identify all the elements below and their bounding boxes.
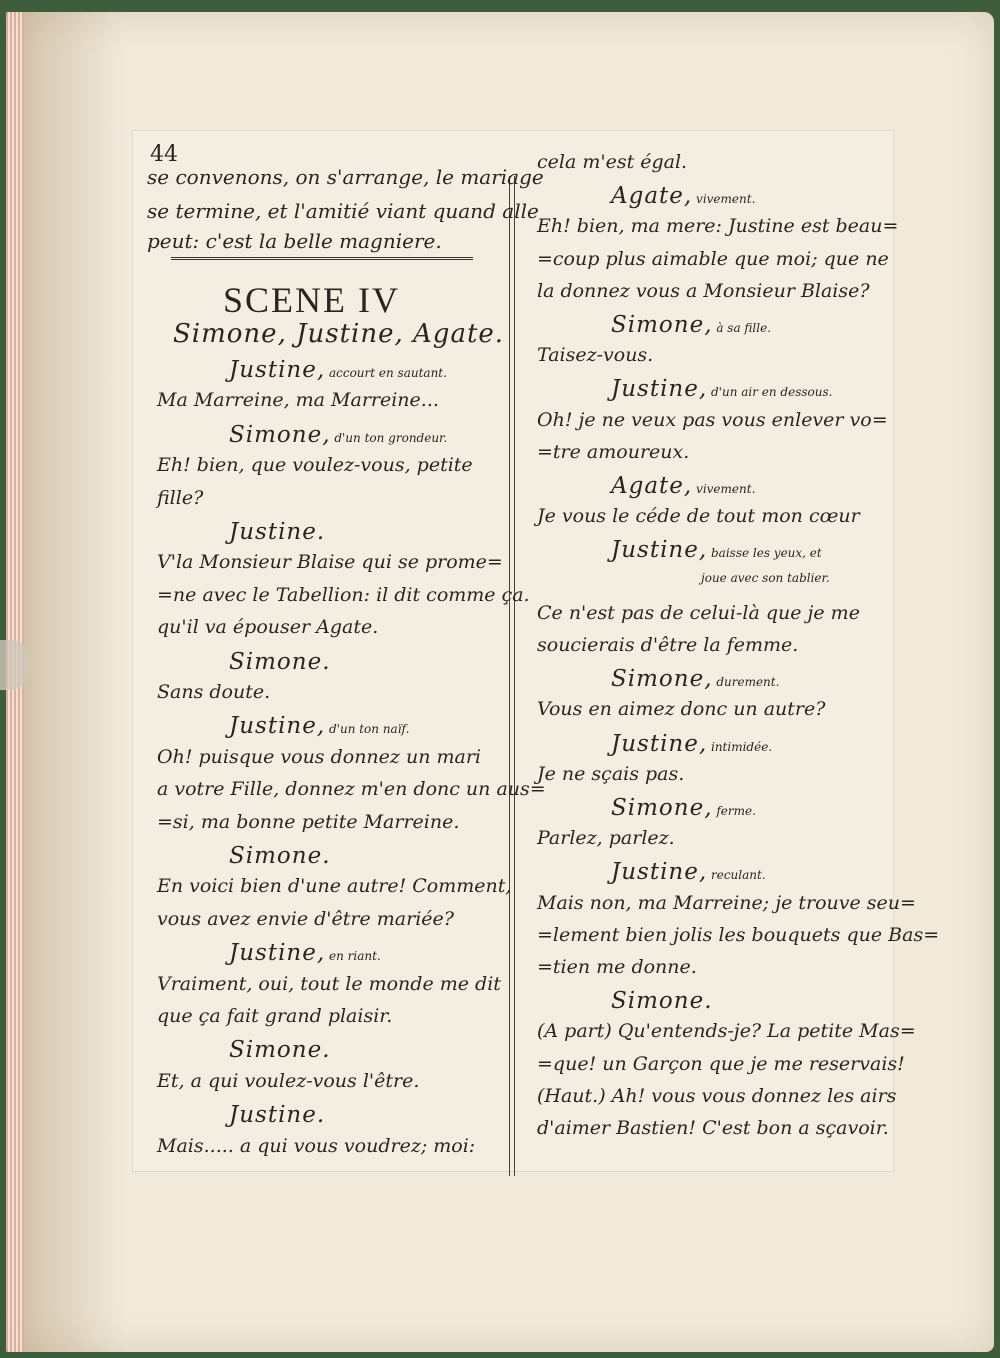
speaker-name: Justine. (229, 1102, 326, 1129)
speaker-line (229, 1104, 325, 1127)
speaker-name: Simone. (229, 843, 331, 869)
character-list: Simone, Justine, Agate. (173, 319, 505, 349)
stage-direction: ferme. (712, 804, 756, 818)
dialogue-line: a votre Fille, donnez m'en donc un aus= (157, 778, 546, 801)
speaker-line (611, 378, 832, 401)
speaker-name: Agate, (611, 183, 693, 210)
dialogue-line: que ça fait grand plaisir. (157, 1005, 393, 1027)
speaker-name: Simone, (611, 666, 713, 693)
speaker-name: Justine, (229, 713, 326, 740)
dialogue-line: vous avez envie d'être mariée? (157, 907, 454, 930)
speaker-name: Justine, (611, 859, 708, 886)
speaker-name: Justine. (229, 519, 326, 545)
dialogue-line: =que! un Garçon que je me reservais! (537, 1052, 905, 1075)
dialogue-line: qu'il va épouser Agate. (157, 616, 379, 639)
dialogue-line: Mais..... a qui vous voudrez; moi: (157, 1134, 476, 1157)
dialogue-line: Ma Marreine, ma Marreine... (157, 389, 439, 412)
stage-direction: d'un ton grondeur. (330, 430, 448, 445)
dialogue-line: Sans doute. (157, 681, 271, 703)
dialogue-line: la donnez vous a Monsieur Blaise? (537, 279, 870, 302)
dialogue-line: soucierais d'être la femme. (537, 634, 799, 656)
speaker-line (611, 314, 771, 337)
speaker-line (229, 942, 381, 965)
stage-direction: durement. (712, 675, 780, 690)
dialogue-line: En voici bien d'une autre! Comment, (157, 875, 512, 898)
speaker-line (611, 730, 773, 757)
speaker-line (229, 715, 409, 738)
dialogue-line: (Haut.) Ah! vous vous donnez les airs (537, 1084, 897, 1107)
stage-direction: à sa fille. (712, 321, 772, 335)
dialogue-line: =ne avec le Tabellion: il dit comme ça. (157, 583, 530, 606)
dialogue-line: Vous en aimez donc un autre? (537, 698, 826, 721)
top-line-2: se termine, et l'amitié viant quand alle (147, 199, 539, 223)
speaker-line (229, 421, 448, 448)
dialogue-line: Eh! bien, que voulez-vous, petite (157, 454, 473, 477)
dialogue-line: =si, ma bonne petite Marreine. (157, 810, 460, 833)
speaker-name: Simone. (229, 1037, 331, 1064)
speaker-line (611, 990, 713, 1013)
dialogue-line: Mais non, ma Marreine; je trouve seu= (537, 891, 916, 914)
scene-rule (171, 257, 473, 260)
page-number: 44 (150, 142, 178, 167)
binding-clip (0, 640, 30, 690)
dialogue-line: Ce n'est pas de celui-là que je me (537, 601, 860, 624)
dialogue-line: Je vous le céde de tout mon cœur (537, 505, 860, 528)
dialogue-line: cela m'est égal. (537, 151, 688, 173)
speaker-name: Justine, (611, 537, 708, 564)
dialogue-line: d'aimer Bastien! C'est bon a sçavoir. (537, 1117, 889, 1139)
stage-direction: baisse les yeux, et (707, 546, 822, 561)
stage-direction: intimidée. (707, 739, 773, 754)
speaker-line (229, 359, 447, 382)
stage-direction-line: joue avec son tablier. (701, 570, 830, 585)
speaker-name: Simone. (611, 988, 713, 1015)
stage-direction: d'un air en dessous. (707, 385, 833, 400)
engraved-plate (132, 130, 940, 1172)
dialogue-line: Oh! je ne veux pas vous enlever vo= (537, 408, 888, 431)
speaker-line (611, 668, 779, 691)
dialogue-line: =tre amoureux. (537, 440, 690, 463)
speaker-name: Justine, (611, 376, 708, 403)
dialogue-line: V'la Monsieur Blaise qui se prome= (157, 551, 503, 574)
dialogue-line: (A part) Qu'entends-je? La petite Mas= (537, 1020, 916, 1043)
speaker-line (611, 861, 766, 884)
speaker-line (229, 521, 325, 544)
dialogue-line: Parlez, parlez. (537, 827, 675, 850)
speaker-name: Agate, (611, 473, 693, 499)
speaker-name: Simone, (229, 421, 331, 448)
speaker-line (229, 648, 331, 675)
stage-direction: d'un ton naïf. (325, 722, 410, 737)
stage-direction: en riant. (325, 949, 381, 964)
dialogue-line: Eh! bien, ma mere: Justine est beau= (537, 215, 899, 238)
column-divider (509, 176, 515, 1176)
stage-direction: accourt en sautant. (325, 366, 447, 380)
scene-title: SCENE IV (223, 280, 400, 320)
top-line-3: peut: c'est la belle magniere. (147, 229, 442, 253)
speaker-line (229, 845, 331, 868)
speaker-line (611, 539, 822, 562)
top-line-1: se convenons, on s'arrange, le mariage (147, 165, 544, 189)
dialogue-line: fille? (157, 486, 204, 509)
speaker-line (229, 1039, 331, 1062)
stage-direction: vivement. (692, 192, 756, 207)
speaker-name: Justine, (611, 730, 708, 757)
dialogue-line: Et, a qui voulez-vous l'être. (157, 1069, 420, 1092)
dialogue-line: Je ne sçais pas. (537, 762, 685, 785)
stage-direction: vivement. (692, 482, 756, 496)
speaker-line (611, 475, 755, 498)
speaker-name: Justine, (229, 357, 326, 383)
dialogue-line: =coup plus aimable que moi; que ne (537, 247, 889, 270)
dialogue-line: Vraiment, oui, tout le monde me dit (157, 972, 501, 995)
speaker-name: Simone, (611, 312, 713, 338)
speaker-line (611, 185, 755, 208)
dialogue-line: Oh! puisque vous donnez un mari (157, 745, 481, 768)
speaker-line (611, 797, 756, 820)
speaker-name: Simone. (229, 648, 331, 675)
speaker-name: Simone, (611, 795, 713, 821)
dialogue-line: =lement bien jolis les bouquets que Bas= (537, 923, 940, 946)
speaker-name: Justine, (229, 940, 326, 967)
dialogue-line: =tien me donne. (537, 956, 697, 978)
dialogue-line: Taisez-vous. (537, 344, 654, 367)
gutter-shadow (24, 12, 124, 1352)
stage-direction: reculant. (707, 868, 766, 883)
